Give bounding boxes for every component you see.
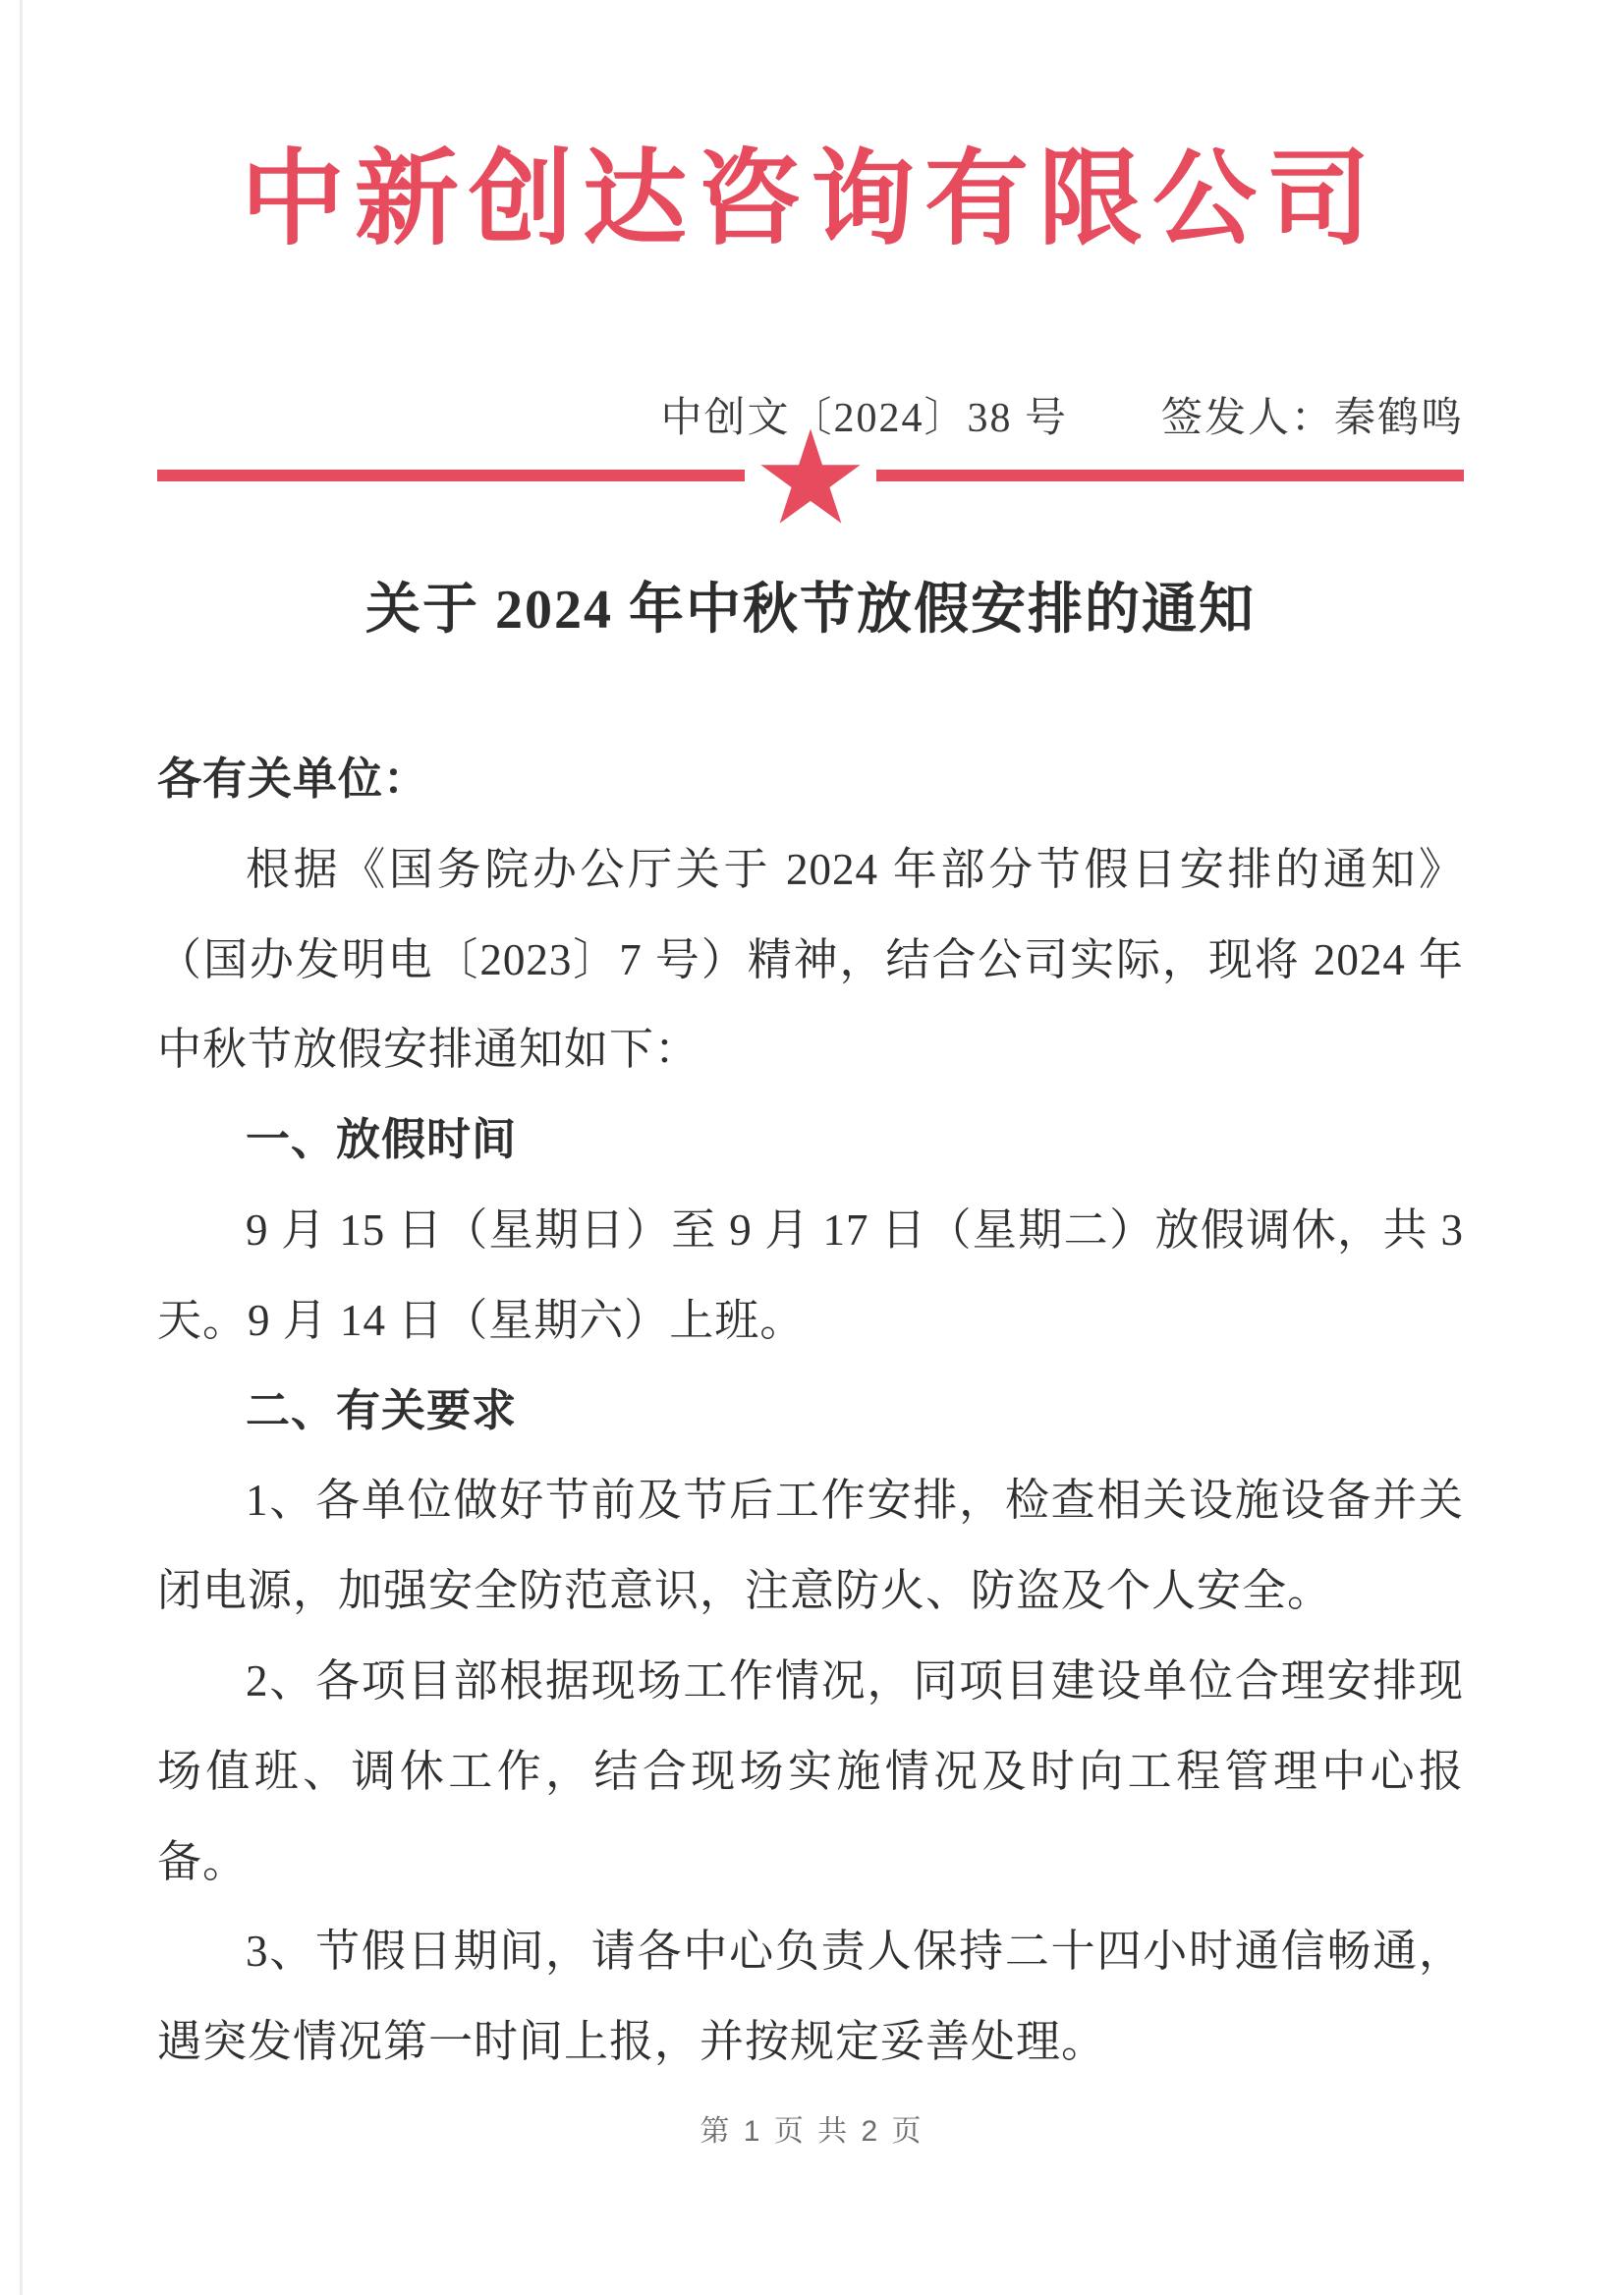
paragraph-basis: 根据《国务院办公厅关于 2024 年部分节假日安排的通知》（国办发明电〔2023〕7 号）精神，结合公司实际，现将 2024 年中秋节放假安排通知如下：	[157, 844, 1464, 1075]
scan-edge-line	[20, 0, 23, 2295]
section-heading-holiday-time: 一、放假时间	[246, 1115, 518, 1165]
page-footer	[0, 2106, 1624, 2150]
paragraph-requirement-3: 3、节假日期间，请各中心负责人保持二十四小时通信畅通，遇突发情况第一时间上报，并按规定妥善处理。	[157, 1927, 1464, 2067]
section-heading-requirements: 二、有关要求	[246, 1385, 518, 1435]
divider-line-left	[157, 470, 745, 481]
letterhead	[157, 116, 1464, 551]
page-number: 第 1 页 共 2 页	[700, 2115, 924, 2148]
red-divider: ★	[157, 470, 1464, 481]
doc-number: 中创文〔2024〕38 号	[660, 396, 1068, 441]
notice-body	[157, 735, 1464, 2088]
company-name: 中新创达咨询有限公司	[241, 142, 1380, 257]
paragraph-requirement-1: 1、各单位做好节前及节后工作安排，检查相关设施设备并关闭电源，加强安全防范意识，注意防火、防盗及个人安全。	[157, 1476, 1464, 1616]
salutation: 各有关单位：	[157, 755, 429, 804]
paragraph-holiday-dates: 9 月 15 日（星期日）至 9 月 17 日（星期二）放假调休，共 3 天。9 月 14 日（星期六）上班。	[157, 1204, 1464, 1345]
notice-title: 关于 2024 年中秋节放假安排的通知	[365, 580, 1256, 641]
divider-line-right	[876, 470, 1464, 481]
issuer-name: 签发人：秦鹤鸣	[1160, 396, 1464, 441]
paragraph-requirement-2: 2、各项目部根据现场工作情况，同项目建设单位合理安排现场值班、调休工作，结合现场实施情况及时向工程管理中心报备。	[157, 1655, 1464, 1886]
